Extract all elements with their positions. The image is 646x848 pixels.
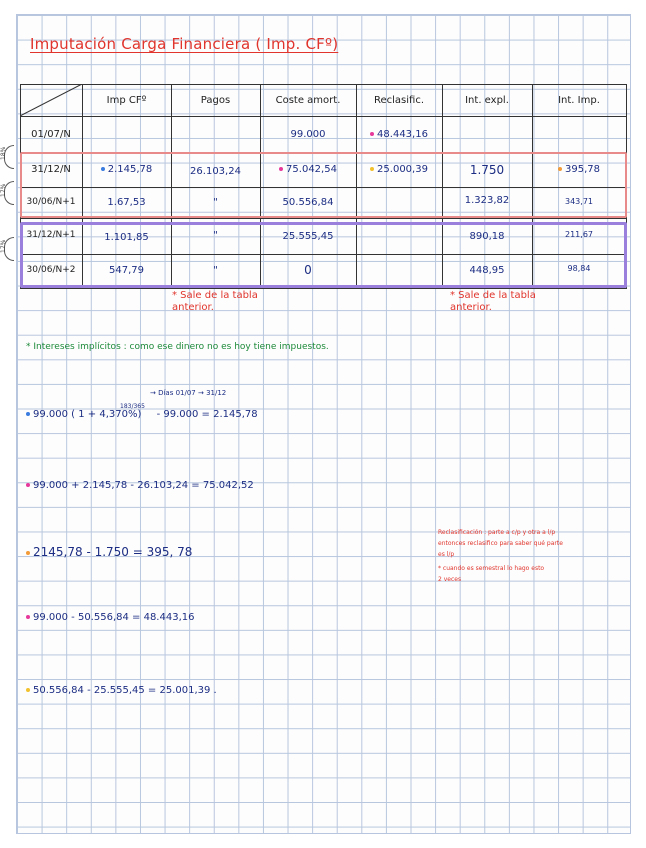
header-imp-cf: Imp CFº (106, 95, 147, 106)
row-date: 31/12/N (31, 164, 71, 175)
cell-int-imp: 98,84 (567, 264, 591, 273)
cell-reclas: 48.443,16 (356, 129, 442, 140)
blue-dot-icon (26, 412, 30, 416)
cell-int-expl: 1.323,82 (464, 195, 510, 206)
cell-int-expl: 1.750 (469, 163, 505, 177)
row-date: 30/06/N+2 (26, 265, 76, 275)
pink-dot-icon (26, 615, 30, 619)
note-intereses: * Intereses implícitos : como ese dinero no es hoy tiene impuestos. (26, 342, 329, 352)
cell-imp-cf: 2.145,78 (82, 164, 171, 175)
cell-pagos: " (213, 197, 218, 208)
cell-imp-cf: 1.101,85 (104, 232, 149, 243)
page-title: Imputación Carga Financiera ( Imp. CFº) (30, 35, 339, 53)
cell-coste: 75.042,54 (260, 164, 356, 175)
calc-line-1: 99.000 ( 1 + 4,370%) - 99.000 = 2.145,78 (26, 409, 258, 420)
cell-imp-cf: 1.67,53 (107, 197, 146, 208)
cell-coste: 0 (304, 263, 312, 277)
diagonal-corner (20, 84, 82, 116)
yellow-dot-icon (26, 688, 30, 692)
side-label: 17% (0, 239, 7, 253)
cell-pagos: 26.103,24 (190, 166, 241, 177)
pink-dot-icon (26, 483, 30, 487)
cell-int-expl: 448,95 (469, 265, 505, 276)
cell-coste: 50.556,84 (282, 197, 334, 208)
highlight-box-purple (20, 222, 627, 288)
header-pagos: Pagos (200, 95, 231, 106)
calc-line-3: 2145,78 - 1.750 = 395, 78 (26, 545, 192, 559)
header-int-expl: Int. expl. (465, 95, 509, 106)
side-label: 18% (0, 146, 7, 160)
cell-pagos: " (213, 230, 218, 241)
cell-int-imp: 343,71 (565, 197, 593, 206)
row-date: 30/06/N+1 (26, 197, 76, 207)
highlight-box-red (20, 152, 627, 218)
cell-int-expl: 890,18 (469, 231, 505, 242)
calc-annotation-days: → Días 01/07 → 31/12 (150, 389, 227, 397)
cell-coste: 99.000 (290, 129, 326, 140)
orange-dot-icon (26, 551, 30, 555)
cell-int-imp: 395,78 (532, 164, 626, 175)
side-label: 17% (0, 183, 7, 197)
row-date: 31/12/N+1 (26, 230, 76, 240)
calc-line-5: 50.556,84 - 25.555,45 = 25.001,39 . (26, 685, 217, 696)
header-int-imp: Int. Imp. (558, 95, 600, 106)
cell-reclas: 25.000,39 (356, 164, 442, 175)
calc-line-4: 99.000 - 50.556,84 = 48.443,16 (26, 612, 194, 623)
note-sale-left: * Sale de la tabla anterior. (172, 290, 258, 313)
pink-dot-icon (370, 132, 374, 136)
header-reclasif: Reclasific. (373, 95, 425, 106)
cell-int-imp: 211,67 (565, 230, 593, 239)
note-reclasif: Reclasificación : parte a c/p y otra a l/p entonces reclasifico para saber qué parte es l/p * cuando es semestral lo hago esto 2 veces (438, 529, 563, 583)
calc-annotation-exp: 183/365 (120, 403, 145, 410)
note-sale-right: * Sale de la tabla anterior. (450, 290, 536, 313)
row-date: 01/07/N (31, 129, 71, 140)
header-coste: Coste amort. (275, 95, 341, 106)
cell-coste: 25.555,45 (282, 231, 334, 242)
calc-line-2: 99.000 + 2.145,78 - 26.103,24 = 75.042,52 (26, 480, 254, 491)
cell-pagos: " (213, 265, 218, 276)
cell-imp-cf: 547,79 (109, 265, 144, 276)
